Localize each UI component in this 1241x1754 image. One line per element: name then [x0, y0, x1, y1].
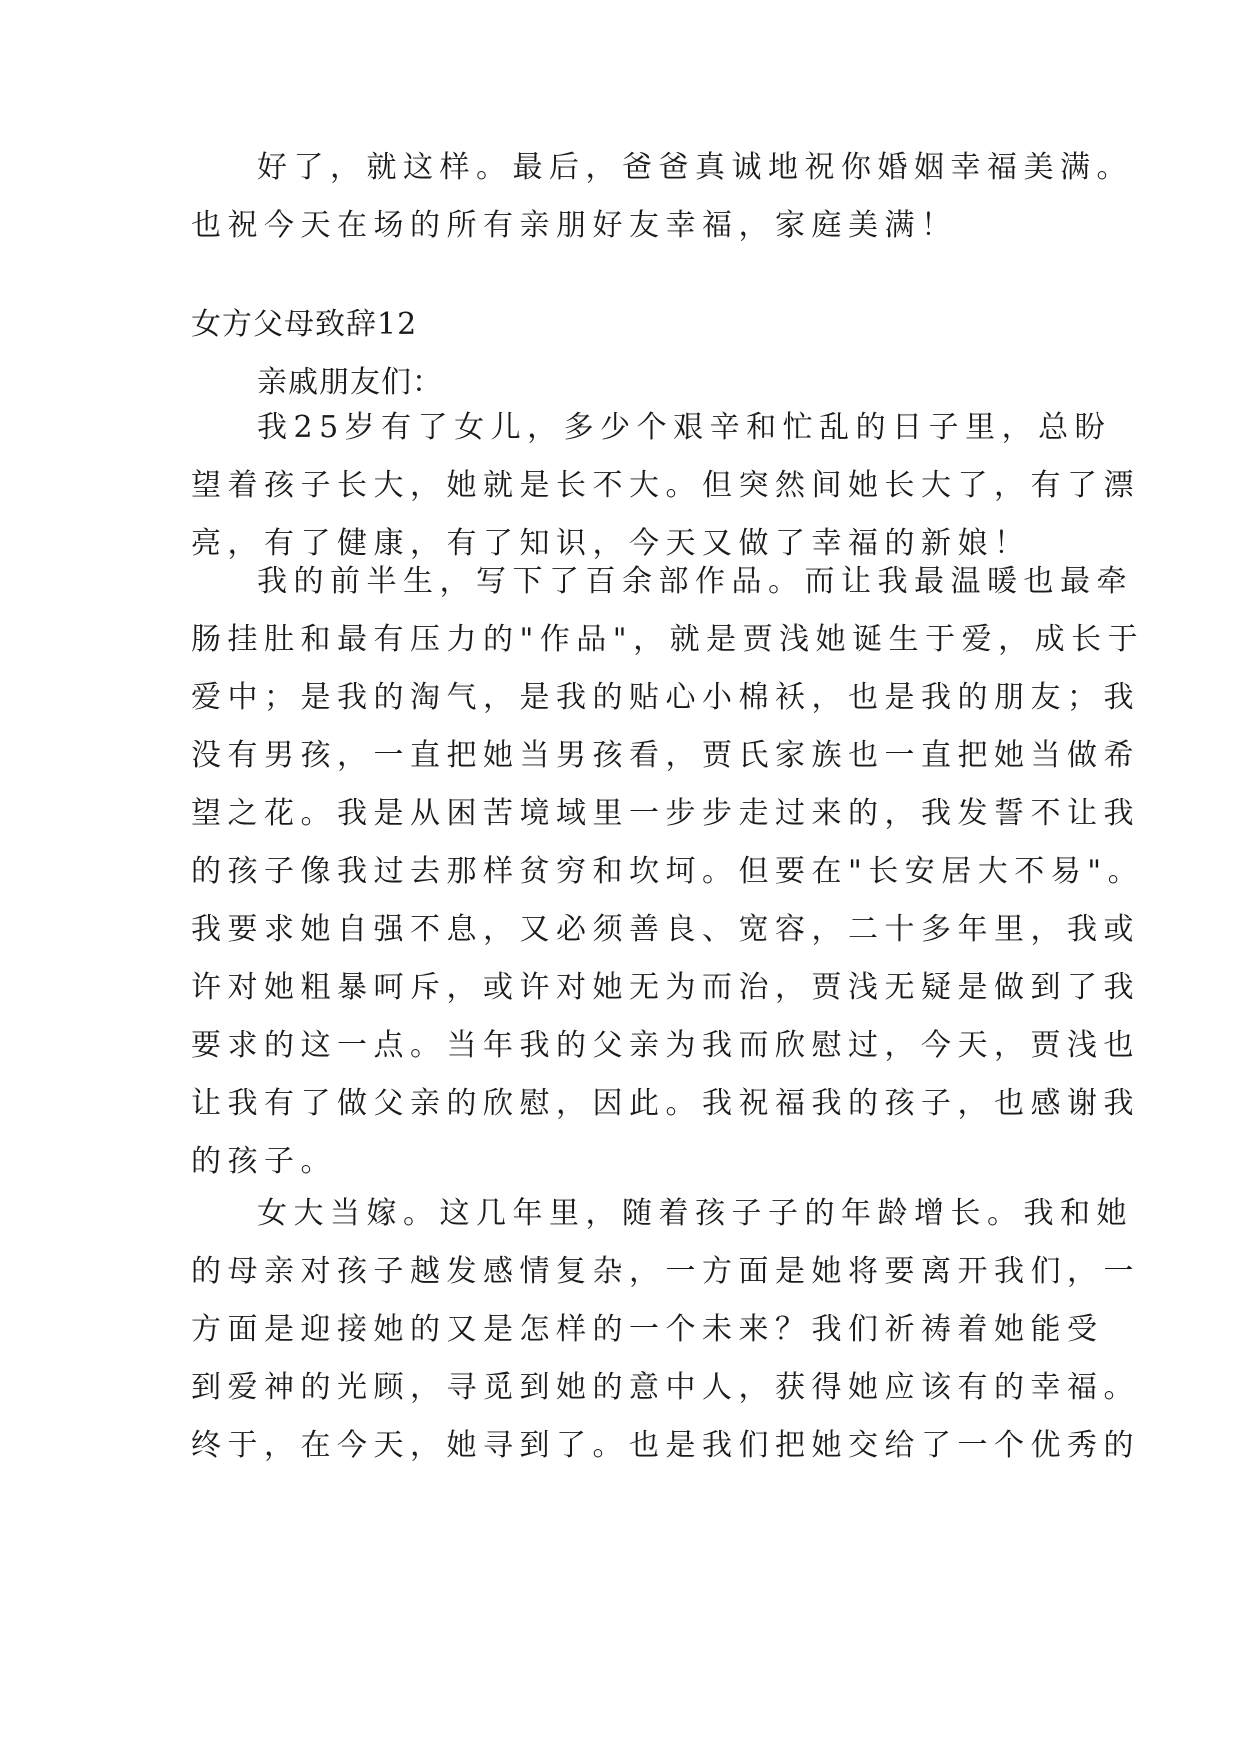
text-line: 也祝今天在场的所有亲朋好友幸福，家庭美满！ [191, 208, 958, 243]
text-line: 亮，有了健康，有了知识，今天又做了幸福的新娘！ [191, 526, 1031, 561]
text-line: 女大当嫁。这几年里，随着孩子子的年龄增长。我和她 [257, 1196, 1133, 1231]
section-heading [191, 296, 1071, 412]
text-line: 要求的这一点。当年我的父亲为我而欣慰过，今天，贾浅也 [191, 1028, 1140, 1063]
text-line: 的孩子像我过去那样贫穷和坎坷。但要在"长安居大不易"。 [191, 854, 1145, 889]
text-line: 许对她粗暴呵斥，或许对她无为而治，贾浅无疑是做到了我 [191, 970, 1140, 1005]
text-line: 我的前半生，写下了百余部作品。而让我最温暖也最牵 [257, 564, 1133, 599]
paragraph-3 [191, 1185, 1140, 1475]
text-line: 没有男孩，一直把她当男孩看，贾氏家族也一直把她当做希 [191, 738, 1140, 773]
closing-paragraph [191, 139, 1133, 255]
paragraph-2 [191, 553, 1145, 1191]
text-line: 到爱神的光顾，寻觅到她的意中人，获得她应该有的幸福。 [191, 1370, 1140, 1405]
text-line: 爱中；是我的淘气，是我的贴心小棉袄，也是我的朋友；我 [191, 680, 1140, 715]
text-line: 的母亲对孩子越发感情复杂，一方面是她将要离开我们，一 [191, 1254, 1140, 1289]
text-line: 的孩子。 [191, 1144, 337, 1179]
paragraph-1 [191, 399, 1140, 573]
text-line: 肠挂肚和最有压力的"作品"，就是贾浅她诞生于爱，成长于 [191, 622, 1145, 657]
text-line: 我要求她自强不息，又必须善良、宽容，二十多年里，我或 [191, 912, 1140, 947]
section-title: 女方父母致辞12 [191, 307, 418, 342]
text-line: 我25岁有了女儿，多少个艰辛和忙乱的日子里，总盼 [257, 410, 1112, 445]
text-line: 望着孩子长大，她就是长不大。但突然间她长大了，有了漂 [191, 468, 1140, 503]
text-line: 让我有了做父亲的欣慰，因此。我祝福我的孩子，也感谢我 [191, 1086, 1140, 1121]
text-line: 终于，在今天，她寻到了。也是我们把她交给了一个优秀的 [191, 1428, 1140, 1463]
salutation: 亲戚朋友们： [257, 365, 443, 400]
text-line: 好了，就这样。最后，爸爸真诚地祝你婚姻幸福美满。 [257, 150, 1133, 185]
text-line: 望之花。我是从困苦境域里一步步走过来的，我发誓不让我 [191, 796, 1140, 831]
text-line: 方面是迎接她的又是怎样的一个未来？我们祈祷着她能受 [191, 1312, 1104, 1347]
